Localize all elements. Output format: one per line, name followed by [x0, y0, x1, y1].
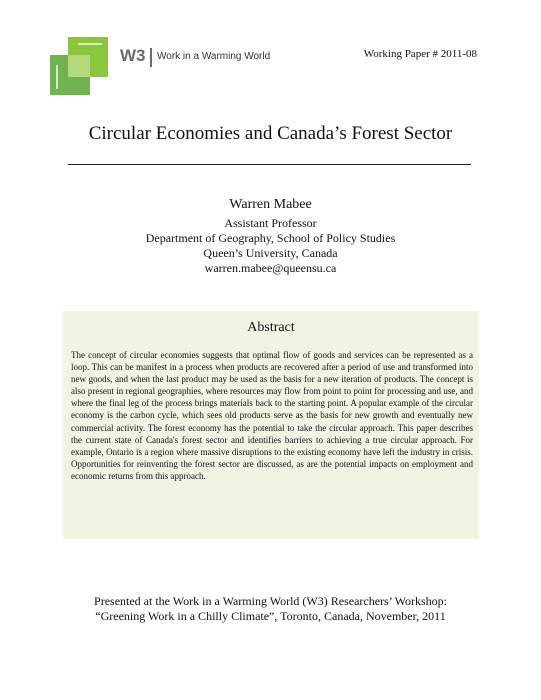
abstract-heading: Abstract [247, 320, 295, 335]
author-university: Queen’s University, Canada [203, 246, 338, 260]
logo-tagline: Work in a Warming World [157, 51, 271, 62]
abstract-text: The concept of circular economies suggests that optimal flow of goods and services can be represented as a loop. This can be manifest in a process when products are recovered after a period of use and transformed into new goods, and when the last product may be used as the basis for a new iteration of products. The concept is also present in regional geographies, where resources may flow from point to point for processing and use, and where the final leg of the process brings materials back to the starting point. A popular example of the circular economy is the carbon cycle, which sees old products serve as the basis for new growth and eventually new commercial activity. The forest economy has the potential to take the circular approach. This paper describes the current state of Canada's forest sector and identifies barriers to achieving a true circular approach. For example, Ontario is a region where massive disruptions to the existing economy have left the industry in crisis. Opportunities for reinventing the forest sector are discussed, as are the potential impacts on employment and economic returns from this approach. [71, 350, 473, 481]
author-email: warren.mabee@queensu.ca [204, 261, 337, 275]
footer-line-2: “Greening Work in a Chilly Climate”, Toronto, Canada, November, 2011 [95, 609, 446, 623]
title-divider [68, 164, 471, 165]
logo-mark: W3 [120, 46, 146, 65]
author-name: Warren Mabee [229, 197, 312, 212]
page-title: Circular Economies and Canada’s Forest Sector [88, 123, 453, 144]
footer [0, 594, 541, 624]
working-paper-number: Working Paper # 2011-08 [363, 48, 477, 60]
abstract-box [63, 311, 479, 539]
footer-line-1: Presented at the Work in a Warming World (W3) Researchers’ Workshop: [94, 594, 447, 608]
author-position: Assistant Professor [224, 216, 317, 230]
w3-logo-squares-icon [50, 37, 112, 97]
w3-logo [50, 37, 280, 97]
author-department: Department of Geography, School of Policy Studies [145, 231, 396, 245]
logo-divider [150, 48, 152, 67]
